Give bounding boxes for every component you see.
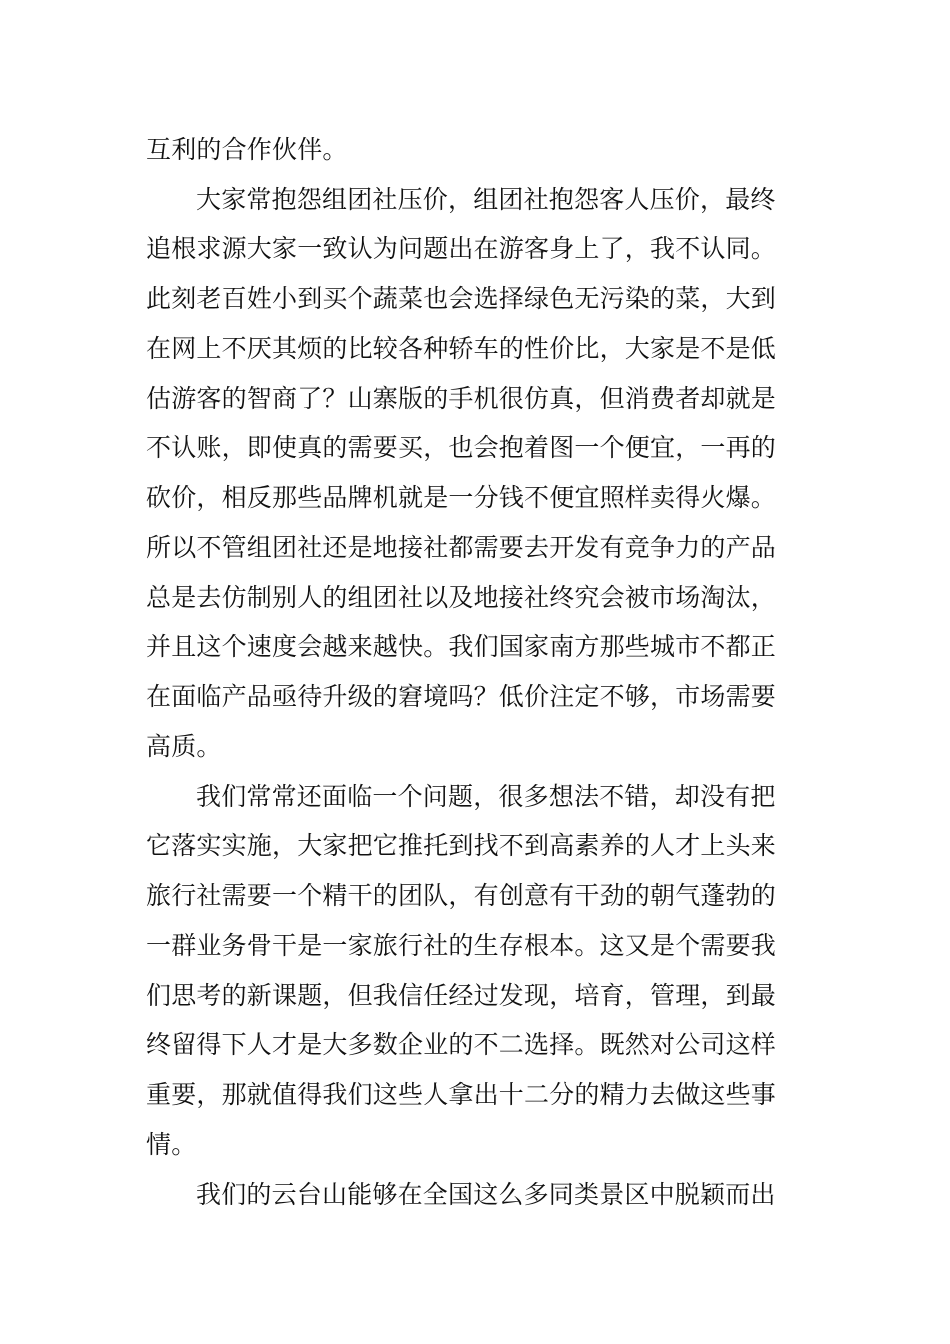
text-line: 一群业务骨干是一家旅行社的生存根本。这又是个需要我 bbox=[146, 931, 777, 960]
text-line: 互利的合作伙伴。 bbox=[146, 135, 348, 164]
text-line: 追根求源大家一致认为问题出在游客身上了，我不认同。 bbox=[146, 234, 777, 263]
text-line: 并且这个速度会越来越快。我们国家南方那些城市不都正 bbox=[146, 632, 777, 661]
text-line: 在面临产品亟待升级的窘境吗？低价注定不够，市场需要 bbox=[146, 682, 777, 711]
text-line: 高质。 bbox=[146, 732, 222, 761]
text-line: 所以不管组团社还是地接社都需要去开发有竞争力的产品 bbox=[146, 533, 777, 562]
text-line: 终留得下人才是大多数企业的不二选择。既然对公司这样 bbox=[146, 1030, 777, 1059]
paragraph-first-line: 我们的云台山能够在全国这么多同类景区中脱颖而出 bbox=[196, 1180, 776, 1209]
text-line: 它落实实施，大家把它推托到找不到高素养的人才上头来 bbox=[146, 831, 777, 860]
text-line: 总是去仿制别人的组团社以及地接社终究会被市场淘汰， bbox=[146, 583, 777, 612]
text-line: 估游客的智商了？山寨版的手机很仿真，但消费者却就是 bbox=[146, 384, 777, 413]
text-line: 重要，那就值得我们这些人拿出十二分的精力去做这些事 bbox=[146, 1080, 777, 1109]
paragraph-first-line: 我们常常还面临一个问题，很多想法不错，却没有把 bbox=[196, 782, 776, 811]
paragraph-first-line: 大家常抱怨组团社压价，组团社抱怨客人压价，最终 bbox=[196, 185, 776, 214]
text-line: 在网上不厌其烦的比较各种轿车的性价比，大家是不是低 bbox=[146, 334, 777, 363]
text-line: 此刻老百姓小到买个蔬菜也会选择绿色无污染的菜，大到 bbox=[146, 284, 777, 313]
text-line: 不认账，即使真的需要买，也会抱着图一个便宜，一再的 bbox=[146, 433, 777, 462]
text-line: 们思考的新课题，但我信任经过发现，培育，管理，到最 bbox=[146, 981, 777, 1010]
text-line: 情。 bbox=[146, 1130, 197, 1159]
text-line: 砍价，相反那些品牌机就是一分钱不便宜照样卖得火爆。 bbox=[146, 483, 777, 512]
text-line: 旅行社需要一个精干的团队，有创意有干劲的朝气蓬勃的 bbox=[146, 881, 777, 910]
